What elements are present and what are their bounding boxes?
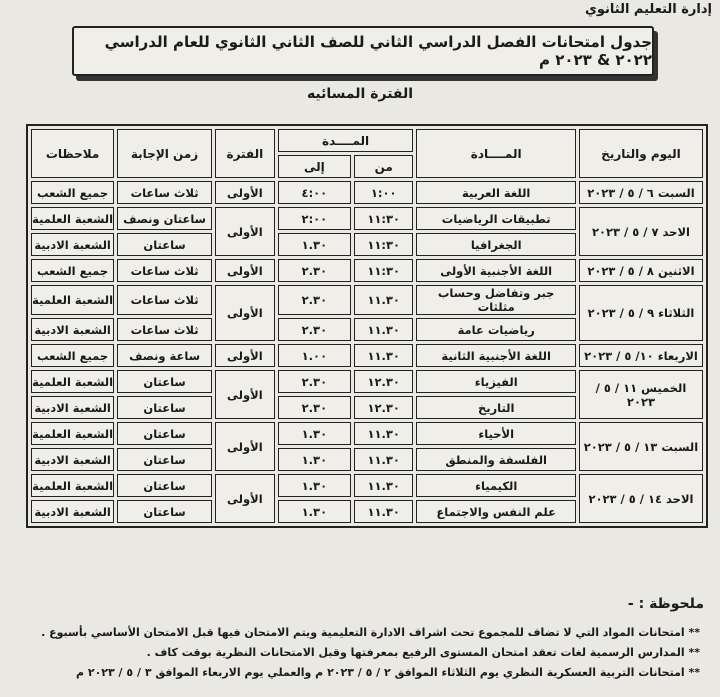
to-cell: ١.٣٠ [278, 474, 351, 497]
from-cell: ١:٠٠ [354, 181, 413, 204]
note-3: ** امتحانات التربية العسكرية النظري يوم الثلاثاء الموافق ٢ / ٥ / ٢٠٢٣ م والعملي يوم الاربعاء الموافق ٣ / ٥ / ٢٠٢٣ م [75, 666, 700, 679]
header-period: الفترة [215, 129, 275, 178]
to-cell: ١.٠٠ [278, 344, 351, 367]
answer-time-cell: ساعتان [117, 474, 212, 497]
to-cell: ٢.٣٠ [278, 370, 351, 393]
subject-cell: جبر وتفاضل وحساب مثلثات [416, 285, 575, 315]
subject-cell: الأحياء [416, 422, 575, 445]
answer-time-cell: ثلاث ساعات [117, 285, 212, 315]
from-cell: ١١.٣٠ [354, 500, 413, 523]
department-label: إدارة التعليم الثانوي [584, 2, 712, 17]
day-cell: السبت ١٣ / ٥ / ٢٠٢٣ [579, 422, 703, 471]
notes-cell: الشعبة الادبية [31, 318, 114, 341]
notes-cell: الشعبة الادبية [31, 233, 114, 256]
day-cell: السبت ٦ / ٥ / ٢٠٢٣ [579, 181, 703, 204]
to-cell: ٢.٣٠ [278, 259, 351, 282]
answer-time-cell: ساعتان [117, 500, 212, 523]
header-duration: المــــدة [278, 129, 414, 152]
answer-time-cell: ساعتان [117, 396, 212, 419]
to-cell: ١.٣٠ [278, 422, 351, 445]
subject-cell: علم النفس والاجتماع [416, 500, 575, 523]
from-cell: ١١.٣٠ [354, 318, 413, 341]
schedule-table [26, 124, 708, 528]
day-cell: الاربعاء ١٠/ ٥ / ٢٠٢٣ [579, 344, 703, 367]
to-cell: ١.٣٠ [278, 448, 351, 471]
note-2: ** المدارس الرسمية لغات تعقد امتحان المستوى الرفيع بمعرفتها وقبل الامتحانات النظرية بوقت كاف . [146, 646, 700, 659]
notes-cell: الشعبة الادبية [31, 500, 114, 523]
header-from: من [354, 155, 413, 178]
table-row [31, 181, 703, 204]
notes-cell: جميع الشعب [31, 259, 114, 282]
period-cell: الأولى [215, 344, 275, 367]
notes-title: ملحوظة : - [627, 596, 704, 612]
from-cell: ١١:٣٠ [354, 233, 413, 256]
period-cell: الأولى [215, 370, 275, 419]
to-cell: ١.٣٠ [278, 233, 351, 256]
subject-cell: الجغرافيا [416, 233, 575, 256]
answer-time-cell: ثلاث ساعات [117, 181, 212, 204]
from-cell: ١٢.٣٠ [354, 396, 413, 419]
notes-cell: الشعبة الادبية [31, 448, 114, 471]
subject-cell: رياضيات عامة [416, 318, 575, 341]
from-cell: ١١.٣٠ [354, 422, 413, 445]
table-row [31, 370, 703, 393]
subject-cell: اللغة الأجنبية الأولى [416, 259, 575, 282]
from-cell: ١٢.٣٠ [354, 370, 413, 393]
subject-cell: التاريخ [416, 396, 575, 419]
header-to: إلى [278, 155, 351, 178]
table-row [31, 474, 703, 497]
notes-cell: الشعبة العلمية [31, 207, 114, 230]
table-row [31, 422, 703, 445]
answer-time-cell: ساعتان [117, 233, 212, 256]
notes-cell: الشعبة العلمية [31, 474, 114, 497]
header-notes: ملاحظات [31, 129, 114, 178]
from-cell: ١١.٣٠ [354, 285, 413, 315]
answer-time-cell: ساعتان ونصف [117, 207, 212, 230]
notes-cell: الشعبة الادبية [31, 396, 114, 419]
to-cell: ١.٣٠ [278, 500, 351, 523]
period-cell: الأولى [215, 207, 275, 256]
period-cell: الأولى [215, 181, 275, 204]
from-cell: ١١.٣٠ [354, 448, 413, 471]
subject-cell: الفلسفة والمنطق [416, 448, 575, 471]
header-answer-time: زمن الإجابة [117, 129, 212, 178]
subject-cell: اللغة العربية [416, 181, 575, 204]
page-title: جدول امتحانات الفصل الدراسي الثاني للصف الثاني الثانوي للعام الدراسي ٢٠٢٢ & ٢٠٢٣ م [72, 26, 654, 76]
table-row [31, 259, 703, 282]
from-cell: ١١:٣٠ [354, 259, 413, 282]
answer-time-cell: ساعة ونصف [117, 344, 212, 367]
answer-time-cell: ثلاث ساعات [117, 259, 212, 282]
notes-cell: جميع الشعب [31, 181, 114, 204]
notes-cell: الشعبة العلمية [31, 370, 114, 393]
to-cell: ٢.٣٠ [278, 318, 351, 341]
to-cell: ٤:٠٠ [278, 181, 351, 204]
notes-cell: جميع الشعب [31, 344, 114, 367]
table-row [31, 344, 703, 367]
answer-time-cell: ساعتان [117, 370, 212, 393]
day-cell: الاثنين ٨ / ٥ / ٢٠٢٣ [579, 259, 703, 282]
notes-cell: الشعبة العلمية [31, 285, 114, 315]
day-cell: الثلاثاء ٩ / ٥ / ٢٠٢٣ [579, 285, 703, 341]
page-subtitle: الفترة المسائيه [306, 86, 414, 102]
table-row [31, 207, 703, 230]
to-cell: ٢.٣٠ [278, 285, 351, 315]
notes-cell: الشعبة العلمية [31, 422, 114, 445]
answer-time-cell: ثلاث ساعات [117, 318, 212, 341]
subject-cell: تطبيقات الرياضيات [416, 207, 575, 230]
subject-cell: الكيمياء [416, 474, 575, 497]
period-cell: الأولى [215, 259, 275, 282]
answer-time-cell: ساعتان [117, 448, 212, 471]
table-row [31, 285, 703, 315]
from-cell: ١١.٣٠ [354, 474, 413, 497]
subject-cell: الفيزياء [416, 370, 575, 393]
from-cell: ١١:٣٠ [354, 207, 413, 230]
day-cell: الخميس ١١ / ٥ / ٢٠٢٣ [579, 370, 703, 419]
day-cell: الاحد ٧ / ٥ / ٢٠٢٣ [579, 207, 703, 256]
subject-cell: اللغة الأجنبية الثانية [416, 344, 575, 367]
period-cell: الأولى [215, 474, 275, 523]
to-cell: ٢:٠٠ [278, 207, 351, 230]
header-subject: المــــادة [416, 129, 575, 178]
from-cell: ١١.٣٠ [354, 344, 413, 367]
day-cell: الاحد ١٤ / ٥ / ٢٠٢٣ [579, 474, 703, 523]
period-cell: الأولى [215, 422, 275, 471]
period-cell: الأولى [215, 285, 275, 341]
note-1: ** امتحانات المواد التي لا تضاف للمجموع تحت اشراف الادارة التعليمية ويتم الامتحان فيها قبل الامتحان الأساسي بأسبوع . [41, 626, 700, 639]
header-day: اليوم والتاريخ [579, 129, 703, 178]
to-cell: ٢.٣٠ [278, 396, 351, 419]
answer-time-cell: ساعتان [117, 422, 212, 445]
